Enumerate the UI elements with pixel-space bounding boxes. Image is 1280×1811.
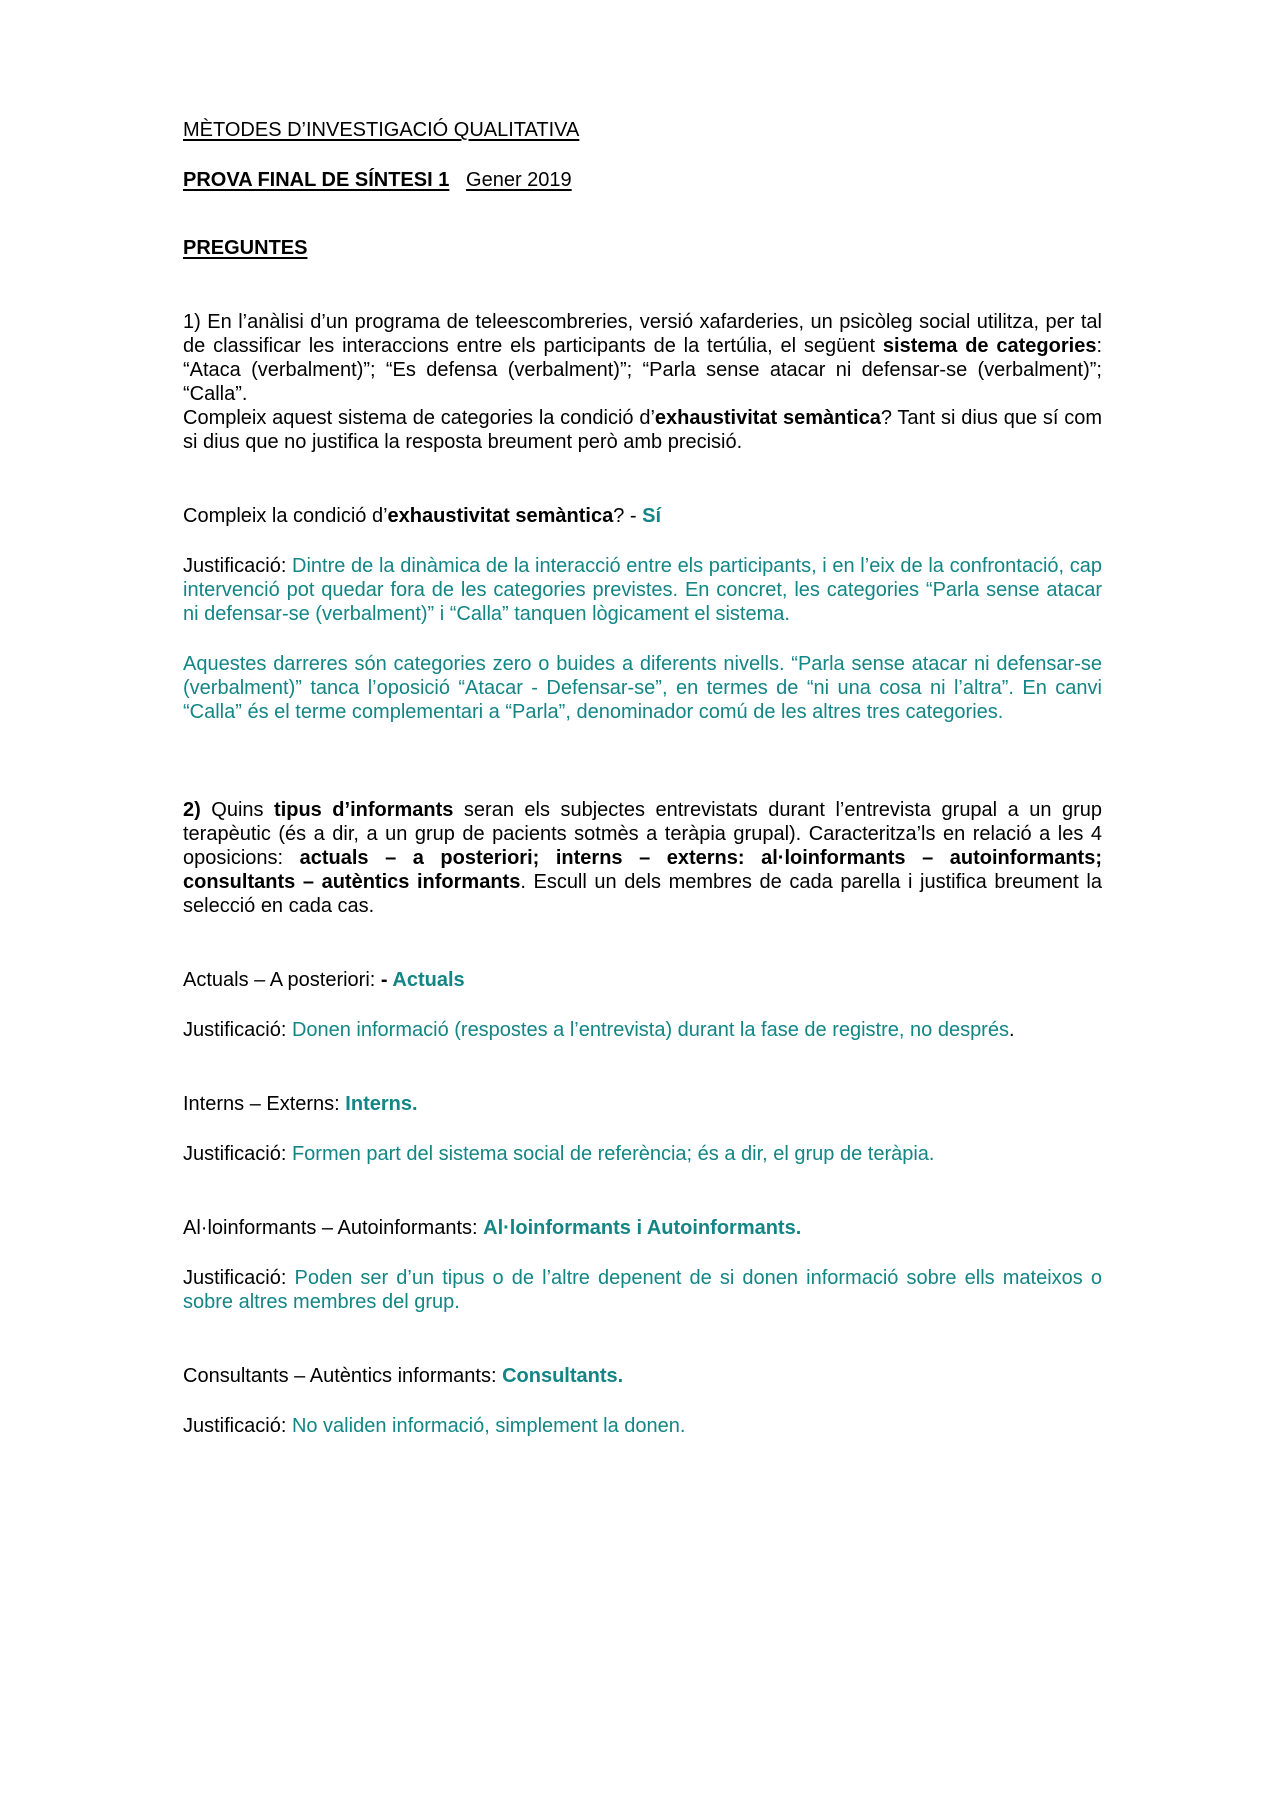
answer-3-justification-text: Poden ser d’un tipus o de l’altre depenent de si donen informació sobre ells mateixos o sobre altres membres del grup. xyxy=(183,1267,1102,1313)
question-1-ask-text: Compleix aquest sistema de categories la condició d’ xyxy=(183,407,655,429)
answer-4-value: Consultants. xyxy=(502,1365,624,1387)
answer-4-label: Consultants – Autèntics informants: xyxy=(183,1365,503,1387)
answer-2-line xyxy=(183,1092,1102,1116)
question-1-ask-bold: exhaustivitat semàntica xyxy=(654,407,881,429)
question-2-text-3: . Escull un dels membres de cada parella i justifica breument la selecció en cada cas. xyxy=(183,871,1102,917)
answer-2-justification-text: Formen part del sistema social de referència; és a dir, el grup de teràpia. xyxy=(291,1143,935,1165)
question-1-answer xyxy=(183,504,1102,528)
exam-line xyxy=(183,168,1102,192)
question-2-bold-1: tipus d’informants xyxy=(274,799,454,821)
question-1-statement xyxy=(183,310,1102,406)
answer-4-justification-label: Justificació: xyxy=(183,1415,292,1437)
question-1-ask xyxy=(183,406,1102,454)
course-title: MÈTODES D’INVESTIGACIÓ QUALITATIVA xyxy=(183,119,580,141)
answer-2-label: Interns – Externs: xyxy=(183,1093,346,1115)
questions-heading: PREGUNTES xyxy=(183,237,308,259)
question-1-ask-end: ? Tant si dius que sí com si dius que no justifica la resposta breument però amb precisió. xyxy=(183,407,1103,453)
question-2-text-1: Quins xyxy=(200,799,275,821)
answer-1-dash: - xyxy=(380,969,393,991)
answer-1-label: Actuals – A posteriori: xyxy=(183,969,381,991)
answer-1-justification-end: . xyxy=(1008,1019,1015,1041)
answer-1-justification xyxy=(183,1018,1102,1042)
answer-2-value: Interns. xyxy=(345,1093,418,1115)
answer-2-justification xyxy=(183,1142,1102,1166)
answer-1-value: Actuals xyxy=(392,969,465,991)
question-2-text-2: seran els subjectes entrevistats durant l’entrevista grupal a un grup terapèutic (és a dir, a un grup de pacients sotmès a teràpia grupal). Caracteritza’ls en relació a les 4 oposicions: xyxy=(183,799,1103,869)
exam-date: Gener 2019 xyxy=(466,169,572,191)
question-1-bold-term: sistema de categories xyxy=(882,335,1097,357)
answer-prefix: Compleix la condició d’ xyxy=(183,505,388,527)
justification-text: Dintre de la dinàmica de la interacció entre els participants, i en l’eix de la confrontació, cap intervenció pot quedar fora de les categories previstes. En concret, les categories “Parla sense atacar ni defensar-se (verbalment)” i “Calla” tanquen lògicament el sistema. xyxy=(183,555,1102,625)
exam-title: PROVA FINAL DE SÍNTESI 1 xyxy=(183,169,450,191)
question-1-extra-justification: Aquestes darreres són categories zero o buides a diferents nivells. “Parla sense atacar ni defensar-se (verbalment)” tanca l’oposició “Atacar - Defensar-se”, en termes de “ni una cosa ni l’altra”. En canvi “Calla” és el terme complementari a “Parla”, denominador comú de les altres tres categories. xyxy=(183,653,1102,723)
answer-1-justification-text: Donen informació (respostes a l’entrevista) durant la fase de registre, no després xyxy=(291,1019,1009,1041)
question-1-justification xyxy=(183,554,1102,626)
answer-separator: ? - xyxy=(613,505,643,527)
question-1 xyxy=(183,310,1102,454)
question-2-statement xyxy=(183,798,1102,918)
answer-4-justification-text: No validen informació, simplement la donen. xyxy=(291,1415,686,1437)
justification-label: Justificació: xyxy=(183,555,293,577)
answer-2-justification-label: Justificació: xyxy=(183,1143,292,1165)
answer-3-value: Al·loinformants i Autoinformants. xyxy=(483,1217,802,1239)
question-1-text-end: : “Ataca (verbalment)”; “Es defensa (verbalment)”; “Parla sense atacar ni defensar-se (verbalment)”; “Calla”. xyxy=(183,335,1102,405)
answer-4-justification xyxy=(183,1414,1102,1438)
question-2-bold-2: actuals – a posteriori; interns – externs: al·loinformants – autoinformants; consultants – autèntics informants xyxy=(183,847,1102,893)
question-1-text: 1) En l’anàlisi d’un programa de teleescombreries, versió xafarderies, un psicòleg social utilitza, per tal de classificar les interaccions entre els participants de la tertúlia, el següent xyxy=(183,311,1102,357)
answer-1-justification-label: Justificació: xyxy=(183,1019,292,1041)
answer-4-line xyxy=(183,1364,1102,1388)
answer-3-justification xyxy=(183,1266,1102,1314)
answer-3-justification-label: Justificació: xyxy=(183,1267,295,1289)
answer-1-line xyxy=(183,968,1102,992)
answer-3-line xyxy=(183,1216,1102,1240)
answer-value: Sí xyxy=(642,505,662,527)
answer-3-label: Al·loinformants – Autoinformants: xyxy=(183,1217,484,1239)
question-2-number: 2) xyxy=(183,799,201,821)
answer-bold-term: exhaustivitat semàntica xyxy=(387,505,614,527)
